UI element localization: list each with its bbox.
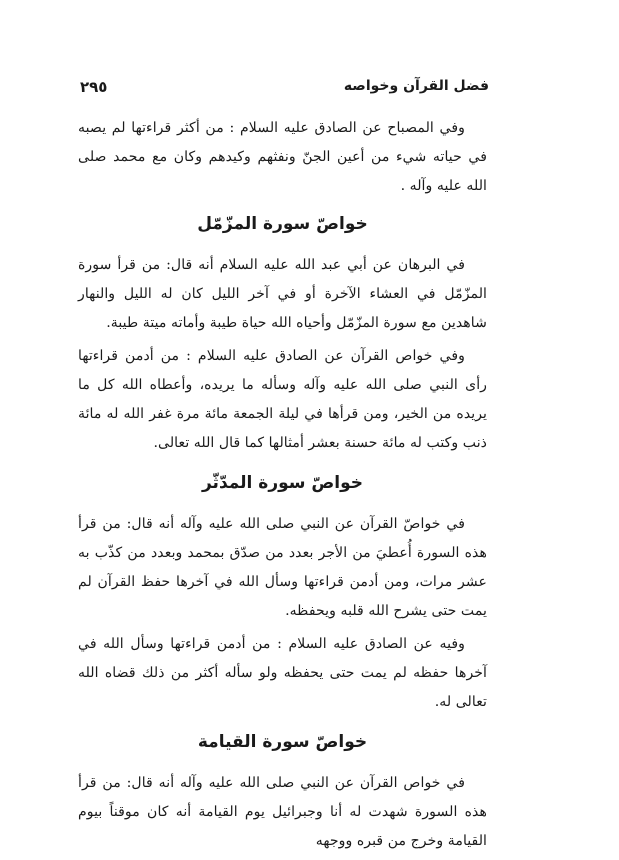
section-heading-qiyama: خواصّ سورة القيامة bbox=[197, 732, 368, 752]
page-content bbox=[78, 114, 487, 860]
paragraph: وفي المصباح عن الصادق عليه السلام : من أكثر قراءتها لم يصبه في حياته شيء من أعين الجنّ ونفثهم وكيدهم وكان مع محمد صلى الله عليه وآله . bbox=[78, 120, 487, 194]
section-heading-muzzammil: خواصّ سورة المزّمّل bbox=[197, 214, 368, 234]
running-header bbox=[80, 78, 489, 102]
paragraph: وفي خواص القرآن عن الصادق عليه السلام : من أدمن قراءتها رأى النبي صلى الله عليه وآله وسأله ما يريده، وأعطاه الله كل ما يريده من الخير، ومن قرأها في ليلة الجمعة مائة مرة غفر الله له مائة ذنب وكتب له مائة حسنة بعشر أمثالها كما قال الله تعالى. bbox=[78, 348, 487, 451]
page-number: ٢٩٥ bbox=[80, 78, 108, 96]
header-title: فضل القرآن وخواصه bbox=[343, 78, 489, 94]
paragraph: وفيه عن الصادق عليه السلام : من أدمن قراءتها وسأل الله في آخرها حفظه لم يمت حتى يحفظه ولو سأله أكثر من ذلك قضاه الله تعالى له. bbox=[78, 636, 487, 710]
section-heading-muddathir: خواصّ سورة المدّثّر bbox=[201, 473, 364, 493]
paragraph: في البرهان عن أبي عبد الله عليه السلام أنه قال: من قرأ سورة المزّمّل في العشاء الآخرة أو في آخر الليل كان له الليل والنهار شاهدين مع سورة المزّمّل وأحياه الله حياة طيبة وأماته ميتة طيبة. bbox=[78, 257, 487, 331]
paragraph: في خواصّ القرآن عن النبي صلى الله عليه وآله أنه قال: من قرأ هذه السورة أُعطيَ من الأجر بعدد من صدّق بمحمد وبعدد من كذّب به عشر مرات، ومن أدمن قراءتها وسأل الله في آخرها حفظ القرآن لم يمت حتى يشرح الله قلبه ويحفظه. bbox=[78, 516, 487, 619]
paragraph: في خواص القرآن عن النبي صلى الله عليه وآله أنه قال: من قرأ هذه السورة شهدت له أنا وجبرائيل يوم القيامة أنه كان موقناً بيوم القيامة وخرج من قبره ووجهه bbox=[78, 775, 487, 849]
